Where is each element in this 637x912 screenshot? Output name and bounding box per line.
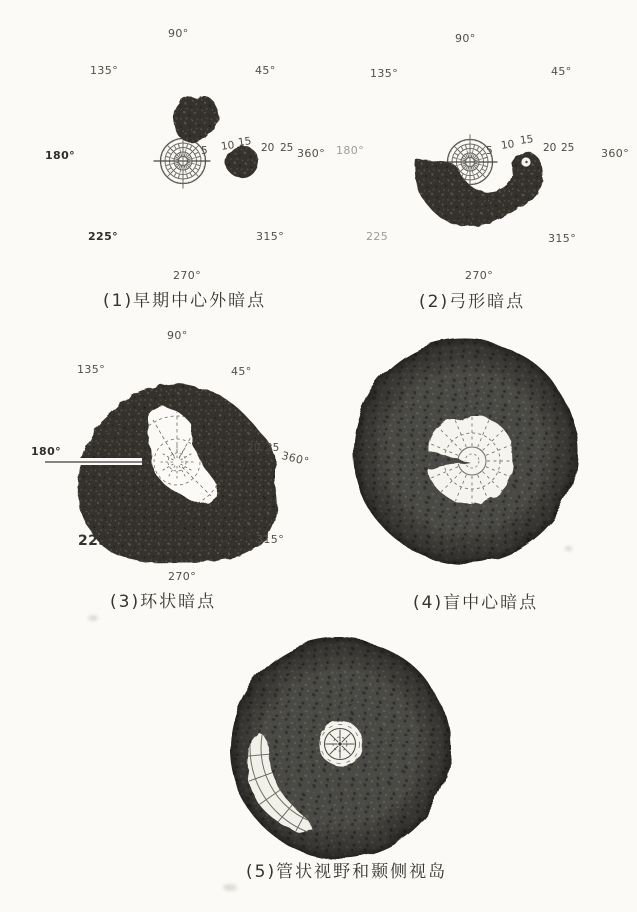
p1-angle-label-225: 225°: [88, 230, 119, 243]
p3-angle-label-90: 90°: [167, 329, 188, 342]
caption-panel-4: (4)盲中心暗点: [413, 593, 539, 613]
p2-radius-tick-25: 25: [561, 142, 575, 154]
p2-angle-label-45: 45°: [551, 65, 572, 78]
p2-angle-label-360: 360°: [601, 147, 630, 160]
visual-field-chart-4: [305, 291, 625, 611]
p1-radius-tick-20: 20: [261, 142, 275, 154]
caption-panel-2: (2)弓形暗点: [419, 292, 526, 312]
p1-angle-label-270: 270°: [173, 269, 202, 282]
p2-angle-label-90: 90°: [455, 32, 476, 45]
p3-radius-tick-25: 25: [266, 442, 280, 454]
p1-radius-tick-10: 10: [220, 139, 236, 153]
p1-radius-tick-15: 15: [237, 135, 253, 149]
scan-smudge: [223, 884, 237, 891]
p2-angle-label-315: 315°: [548, 232, 577, 245]
caption-panel-1: (1)早期中心外暗点: [103, 291, 267, 311]
scan-smudge: [88, 615, 98, 621]
p2-angle-label-180: 180°: [336, 144, 365, 157]
caption-panel-3: (3)环状暗点: [110, 592, 217, 612]
p1-angle-label-135: 135°: [90, 64, 119, 77]
p2-angle-label-270: 270°: [465, 269, 494, 282]
p1-radius-tick-25: 25: [280, 142, 294, 154]
p1-radius-tick-5: 5: [201, 145, 208, 157]
scan-smudge: [565, 546, 572, 551]
visual-field-chart-5: [180, 588, 500, 908]
p2-radius-tick-5: 5: [486, 145, 493, 157]
scotoma-upper-paracentral: [173, 97, 219, 143]
p2-radius-tick-20: 20: [543, 142, 557, 154]
p1-angle-label-180: 180°: [45, 149, 76, 162]
p1-angle-label-45: 45°: [255, 64, 276, 77]
p2-angle-label-135: 135°: [370, 67, 399, 80]
caption-panel-5: (5)管状视野和颞侧视岛: [246, 862, 448, 882]
p3-angle-label-180: 180°: [31, 445, 62, 458]
p3-radius-tick-20: 20: [247, 442, 261, 454]
p3-angle-label-360: 360°: [280, 449, 311, 469]
p2-angle-label-225: 225: [366, 230, 389, 243]
p2-radius-tick-10: 10: [500, 138, 516, 152]
polar-grid: [154, 134, 211, 189]
p3-angle-label-270: 270°: [168, 570, 197, 583]
p1-angle-label-315: 315°: [256, 230, 285, 243]
blind-spot-dot: [525, 161, 527, 163]
p3-angle-label-315: 315°: [256, 533, 285, 546]
p3-angle-label-135: 135°: [77, 363, 106, 376]
p2-radius-tick-15: 15: [519, 133, 535, 147]
p3-angle-label-225: 225: [78, 533, 109, 549]
p1-angle-label-360: 360°: [297, 147, 326, 160]
p3-angle-label-45: 45°: [231, 365, 252, 378]
p1-angle-label-90: 90°: [168, 27, 189, 40]
